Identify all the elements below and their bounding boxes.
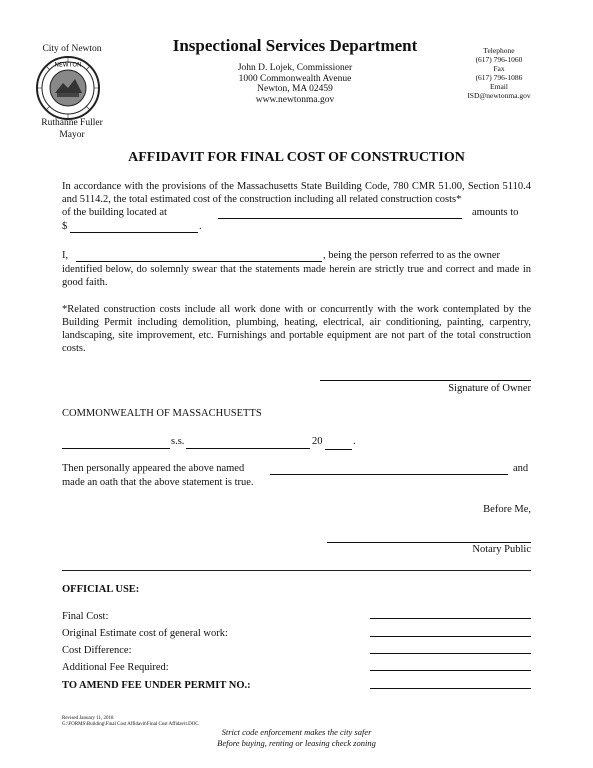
address-line-1: 1000 Commonwealth Avenue [238,73,352,84]
section-divider [62,570,531,571]
official-use-heading: OFFICIAL USE: [62,584,140,595]
original-estimate-label: Original Estimate cost of general work: [62,628,228,639]
building-address-field[interactable] [218,206,462,219]
signature-label: Signature of Owner [448,383,531,394]
svg-text:NEWTON: NEWTON [54,61,82,69]
city-seal-icon [35,55,101,121]
additional-fee-label: Additional Fee Required: [62,662,169,673]
county-field[interactable] [62,436,170,449]
notary-label: Notary Public [472,544,531,555]
email-address: ISD@newtonma.gov [467,91,531,100]
permit-number-field[interactable] [370,676,531,689]
additional-fee-field[interactable] [370,658,531,671]
owner-referred-label: , being the person referred to as the owner [323,250,500,261]
year-period: . [353,436,356,447]
final-cost-label: Final Cost: [62,611,109,622]
motto-line-2: Before buying, renting or leasing check zoning [217,737,376,748]
related-costs-note: *Related construction costs include all work done with or concurrently with the work contemplated by the Building Permit including demolition, plumbing, heating, electrical, air conditioning, painting, carpentry, landscaping, site improvement, etc. Furnishings and portable equipment are not part of the total construction costs. [62,304,531,354]
owner-signature-field[interactable] [320,368,531,381]
oath-statement: made an oath that the above statement is true. [62,477,254,488]
owner-i-label: I, [62,250,69,261]
final-cost-field[interactable] [370,606,531,619]
contact-block [455,46,543,100]
dollar-sign: $ [62,221,68,232]
phone-number: (617) 796-1060 [475,55,523,64]
revised-date: Revised January 11, 2018 [62,716,114,721]
cost-period: . [199,221,202,232]
original-estimate-field[interactable] [370,624,531,637]
mayor-block [22,117,122,141]
department-title: Inspectional Services Department [172,36,418,55]
year-field[interactable] [325,437,352,450]
paragraph-code-reference: In accordance with the provisions of the Massachusetts State Building Code, 780 CMR 51.00, Section 5110.4 and 5114.2, the total estimated cost of the construction including all related construction costs* [62,181,531,205]
address-line-2: Newton, MA 02459 [257,84,333,94]
cost-difference-label: Cost Difference: [62,645,132,656]
amounts-to-label: amounts to [472,207,519,218]
email-label: Email [490,82,508,91]
date-field[interactable] [186,436,310,449]
notary-signature-field[interactable] [327,530,531,543]
phone-label: Telephone [483,46,515,55]
appeared-name-field[interactable] [270,462,508,475]
footer-motto [0,727,593,748]
motto-line-1: Strict code enforcement makes the city safer [221,727,372,737]
and-label: and [513,463,529,474]
appeared-label: Then personally appeared the above named [62,463,245,474]
city-name: City of Newton [42,44,102,54]
fax-number: (617) 796-1086 [475,73,523,82]
ss-label: s.s. [171,436,185,447]
owner-name-field[interactable] [76,249,322,262]
cost-difference-field[interactable] [370,641,531,654]
commonwealth-heading: COMMONWEALTH OF MASSACHUSETTS [62,408,262,419]
mayor-name: Ruthanne Fuller [41,118,103,128]
amend-fee-label: TO AMEND FEE UNDER PERMIT NO.: [62,680,251,691]
building-located-label: of the building located at [62,207,167,218]
form-title: AFFIDAVIT FOR FINAL COST OF CONSTRUCTION [128,150,465,165]
mayor-title: Mayor [59,130,85,140]
file-path: G:\FORMS\Building\Final Cost Affidavit\Final Cost Affidavit.DOC [62,722,199,727]
before-me-label: Before Me, [483,504,531,515]
commissioner: John D. Lojek, Commissioner [237,63,353,73]
department-info [180,63,410,105]
website: www.newtonma.gov [255,94,335,105]
year-prefix: 20 [312,436,323,447]
construction-cost-field[interactable] [70,220,198,233]
fax-label: Fax [493,64,505,73]
owner-oath-text: identified below, do solemnly swear that the statements made herein are strictly true and correct and made in good faith. [62,264,531,288]
